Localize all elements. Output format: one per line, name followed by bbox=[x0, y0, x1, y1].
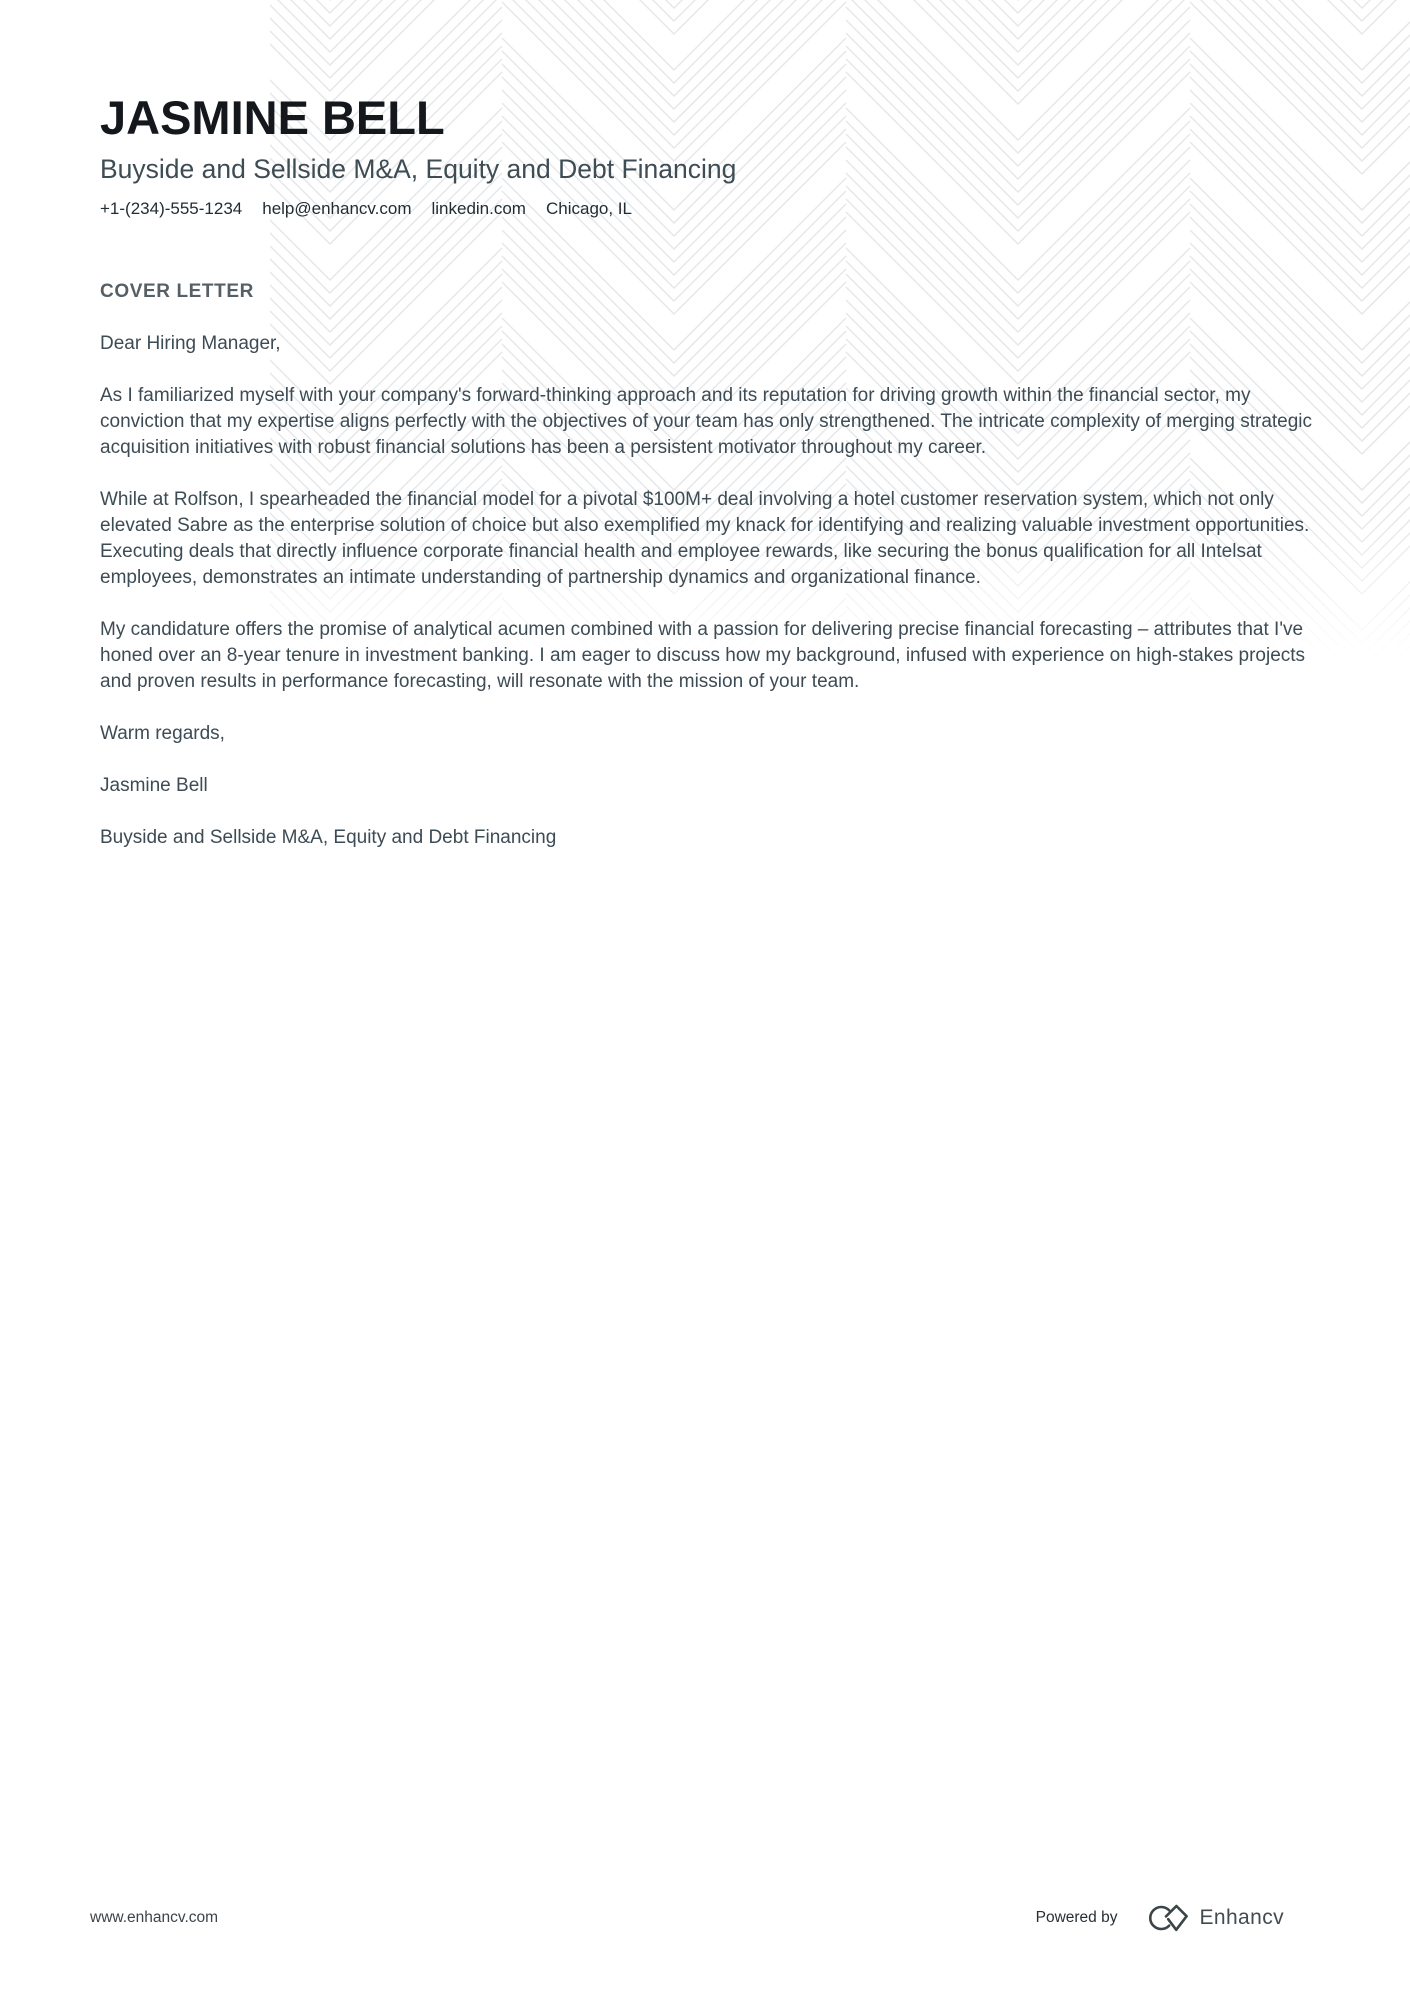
page-footer bbox=[90, 1903, 1284, 1933]
candidate-name: JASMINE BELL bbox=[100, 91, 445, 144]
powered-by-block[interactable] bbox=[1036, 1903, 1284, 1933]
candidate-headline: Buyside and Sellside M&A, Equity and Debt Financing bbox=[100, 153, 737, 184]
salutation: Dear Hiring Manager, bbox=[100, 333, 281, 355]
linkedin-link[interactable]: linkedin.com bbox=[431, 199, 526, 219]
paragraph-2: While at Rolfson, I spearheaded the financial model for a pivotal $100M+ deal involving a hotel customer reservation system, which not only elevated Sabre as the enterprise solution of choice but also exemplified my knack for identifying and realizing valuable investment opportunities. Executing deals that directly influence corporate financial health and employee rewards, like securing the bonus qualification for all Intelsat employees, demonstrates an intimate understanding of partnership dynamics and organizational finance. bbox=[100, 489, 1310, 589]
location-text: Chicago, IL bbox=[545, 199, 632, 219]
email-link[interactable]: help@enhancv.com bbox=[262, 199, 412, 219]
powered-by-label: Powered by bbox=[1035, 1909, 1118, 1926]
letter-header bbox=[0, 0, 1410, 219]
signature-name: Jasmine Bell bbox=[100, 775, 208, 797]
closing: Warm regards, bbox=[100, 723, 225, 745]
paragraph-1: As I familiarized myself with your company's forward-thinking approach and its reputation for driving growth within the financial sector, my conviction that my expertise aligns perfectly with the objectives of your team has only strengthened. The intricate complexity of merging strategic acquisition initiatives with robust financial solutions has been a persistent motivator throughout my career. bbox=[100, 385, 1313, 459]
letter-body bbox=[0, 281, 1410, 851]
paragraph-3: My candidature offers the promise of analytical acumen combined with a passion for delivering precise financial forecasting – attributes that I've honed over an 8-year tenure in investment banking. I am eager to discuss how my background, infused with experience on high-stakes projects and proven results in performance forecasting, will resonate with the mission of your team. bbox=[100, 619, 1306, 693]
enhancv-logo-icon bbox=[1143, 1903, 1189, 1933]
section-heading: COVER LETTER bbox=[100, 281, 254, 303]
website-link[interactable]: www.enhancv.com bbox=[90, 1909, 219, 1926]
contact-row bbox=[100, 199, 1310, 219]
signature-title: Buyside and Sellside M&A, Equity and Debt Financing bbox=[100, 827, 557, 849]
enhancv-brand-text: Enhancv bbox=[1199, 1906, 1284, 1929]
phone-number: +1-(234)-555-1234 bbox=[100, 199, 243, 219]
